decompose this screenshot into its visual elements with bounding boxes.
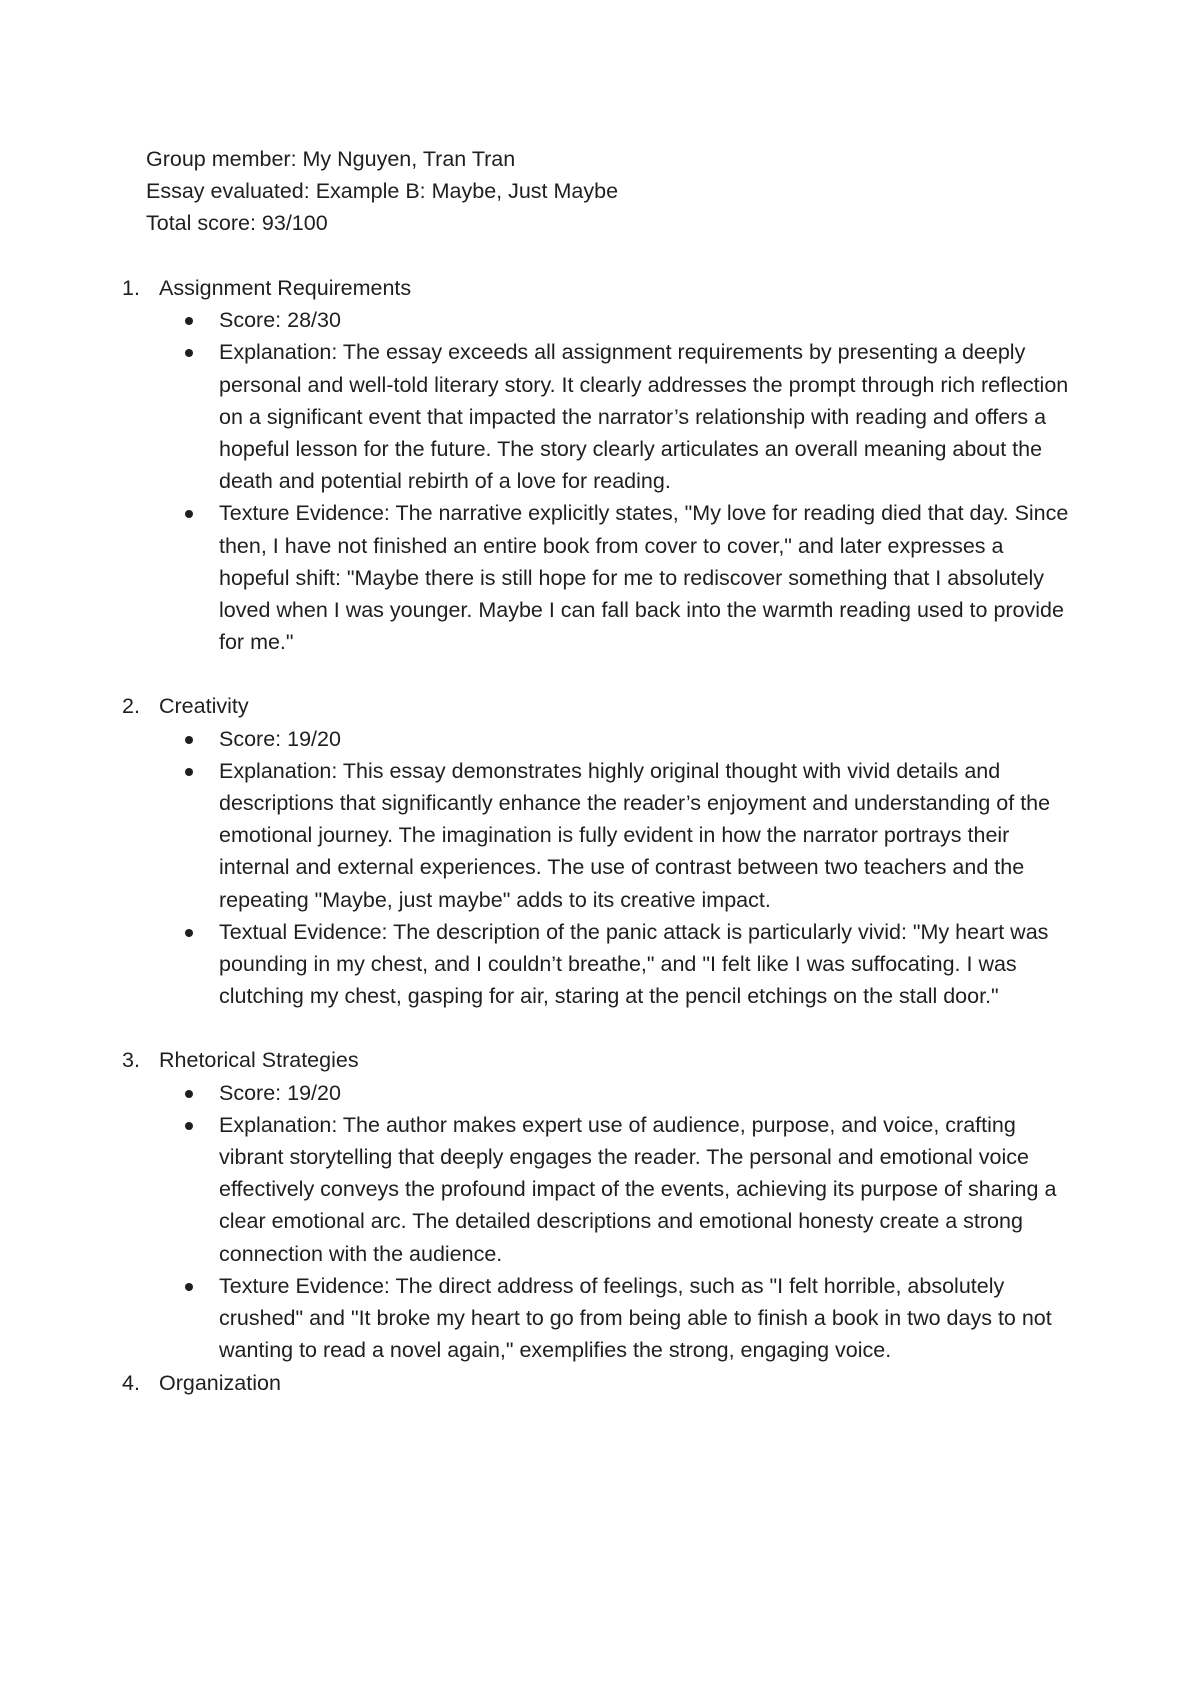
section-heading bbox=[122, 1367, 1072, 1399]
document-header bbox=[146, 143, 618, 240]
section-title: Assignment Requirements bbox=[159, 276, 412, 300]
section-number: 4. bbox=[122, 1370, 140, 1395]
list-item bbox=[219, 755, 1072, 916]
list-item bbox=[219, 723, 1072, 755]
list-item bbox=[219, 1077, 1072, 1109]
section-heading bbox=[122, 1044, 1072, 1076]
bullet-icon bbox=[185, 317, 193, 325]
section-number: 1. bbox=[122, 276, 140, 300]
item-text: Explanation: This essay demonstrates highly original thought with vivid details and descriptions that significantly enhance the reader’s enjoyment and understanding of the emotional journey. The imagination is fully evident in how the narrator portrays their internal and external experiences. The use of contrast between two teachers and the repeating "Maybe, just maybe" adds to its creative impact. bbox=[219, 758, 1051, 912]
group-member-line: Group member: My Nguyen, Tran Tran bbox=[146, 147, 516, 171]
bullet-list bbox=[122, 1077, 1072, 1367]
item-text: Explanation: The author makes expert use of audience, purpose, and voice, crafting vibrant storytelling that deeply engages the reader. The personal and emotional voice effectively conveys the profound impact of the events, achieving its purpose of sharing a clear emotional arc. The detailed descriptions and emotional honesty create a strong connection with the audience. bbox=[219, 1112, 1057, 1266]
section-heading bbox=[122, 690, 1072, 722]
bullet-icon bbox=[185, 1122, 193, 1130]
item-text: Explanation: The essay exceeds all assignment requirements by presenting a deeply personal and well-told literary story. It clearly addresses the prompt through rich reflection on a significant event that impacted the narrator’s relationship with reading and offers a hopeful lesson for the future. The story clearly articulates an overall meaning about the death and potential rebirth of a love for reading. bbox=[219, 340, 1069, 494]
section-organization bbox=[122, 1367, 1072, 1399]
section-rhetorical-strategies bbox=[122, 1044, 1072, 1366]
section-heading bbox=[122, 272, 1072, 304]
list-item bbox=[219, 916, 1072, 1013]
item-text: Textual Evidence: The description of the panic attack is particularly vivid: "My heart was pounding in my chest, and I couldn’t breathe," and "I felt like I was suffocating. I was clutching my chest, gasping for air, staring at the pencil etchings on the stall door." bbox=[219, 919, 1049, 1009]
bullet-icon bbox=[185, 510, 193, 518]
item-text: Score: 19/20 bbox=[219, 726, 341, 751]
list-item bbox=[219, 304, 1072, 336]
section-assignment-requirements bbox=[122, 272, 1072, 658]
bullet-list bbox=[122, 304, 1072, 658]
bullet-icon bbox=[185, 929, 193, 937]
item-text: Texture Evidence: The narrative explicitly states, "My love for reading died that day. Since then, I have not finished an entire book from cover to cover," and later expresses a hopeful shift: "Maybe there is still hope for me to rediscover something that I absolutely loved when I was younger. Maybe I can fall back into the warmth reading used to provide for me." bbox=[219, 501, 1069, 655]
list-item bbox=[219, 336, 1072, 497]
evaluation-sections bbox=[122, 272, 1072, 1399]
bullet-list bbox=[122, 723, 1072, 1013]
bullet-icon bbox=[185, 1283, 193, 1291]
list-item bbox=[219, 497, 1072, 658]
bullet-icon bbox=[185, 736, 193, 744]
section-title: Organization bbox=[159, 1370, 281, 1395]
list-item bbox=[219, 1270, 1072, 1367]
item-text: Score: 19/20 bbox=[219, 1080, 341, 1105]
section-number: 3. bbox=[122, 1048, 140, 1073]
section-title: Rhetorical Strategies bbox=[159, 1048, 359, 1073]
bullet-icon bbox=[185, 1090, 193, 1098]
section-title: Creativity bbox=[159, 694, 249, 719]
item-text: Texture Evidence: The direct address of feelings, such as "I felt horrible, absolutely crushed" and "It broke my heart to go from being able to finish a book in two days to not wanting to read a novel again," exemplifies the strong, engaging voice. bbox=[219, 1273, 1052, 1363]
list-item bbox=[219, 1109, 1072, 1270]
bullet-icon bbox=[185, 768, 193, 776]
section-number: 2. bbox=[122, 694, 140, 719]
total-score-line: Total score: 93/100 bbox=[146, 211, 328, 236]
bullet-icon bbox=[185, 349, 193, 357]
item-text: Score: 28/30 bbox=[219, 308, 341, 333]
essay-evaluated-line: Essay evaluated: Example B: Maybe, Just Maybe bbox=[146, 179, 619, 204]
section-creativity bbox=[122, 690, 1072, 1012]
